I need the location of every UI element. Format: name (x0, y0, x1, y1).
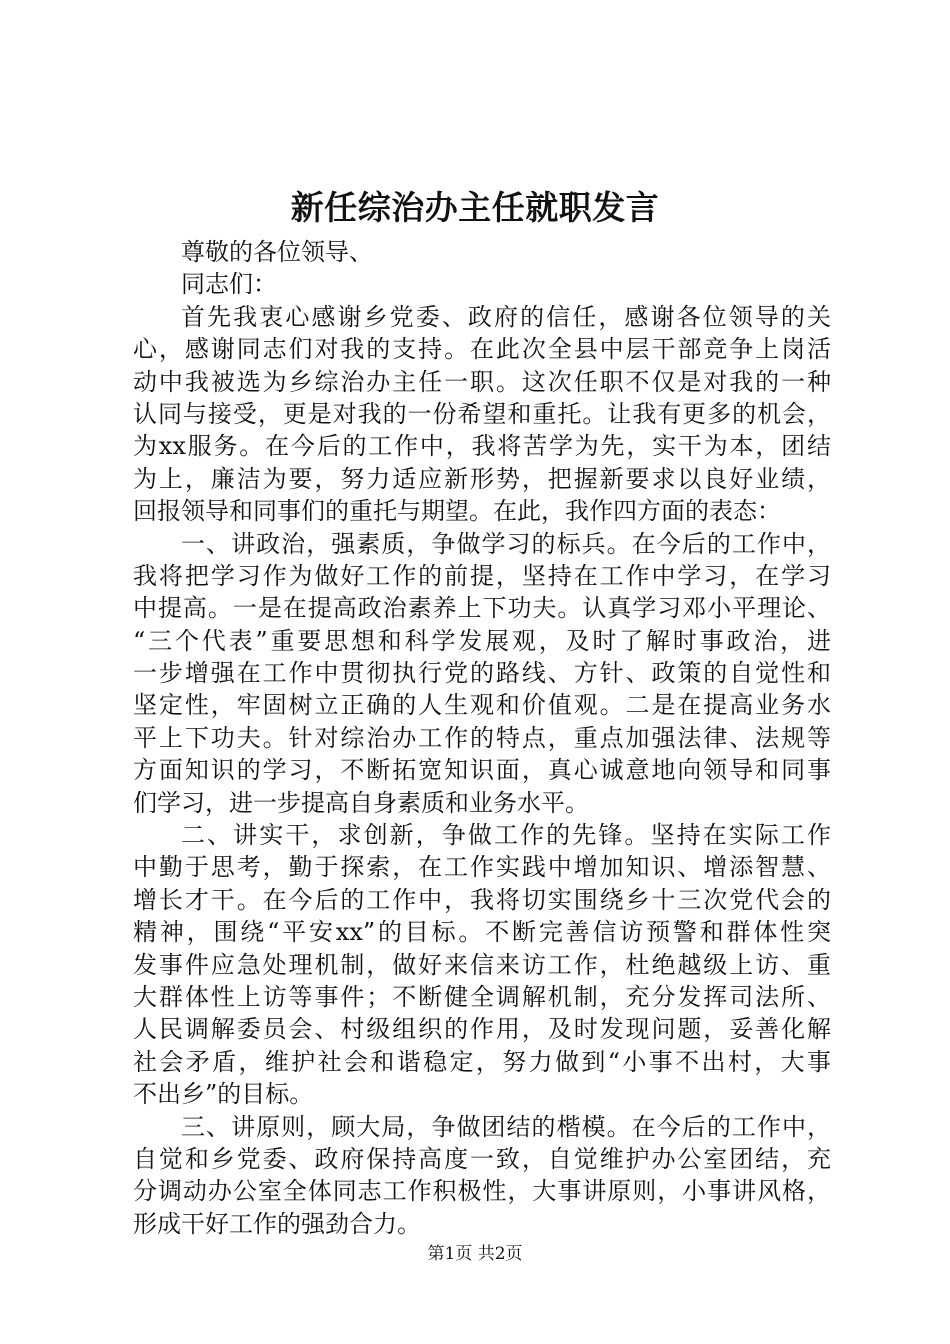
page-footer: 第1页 共2页 (427, 1244, 523, 1264)
text-line: 自觉和乡党委、政府保持高度一致，自觉维护办公室团结，充 (133, 1144, 831, 1173)
text-line: 为上，廉洁为要，努力适应新形势，把握新要求以良好业绩， (133, 464, 831, 493)
text-line: 一步增强在工作中贯彻执行党的路线、方针、政策的自觉性和 (133, 659, 831, 688)
text-line: 分调动办公室全体同志工作积极性，大事讲原则，小事讲风格， (133, 1177, 831, 1206)
text-line: 三、讲原则，顾大局，争做团结的楷模。在今后的工作中， (181, 1112, 831, 1141)
text-line: 中勤于思考，勤于探索，在工作实践中增加知识、增添智慧、 (133, 853, 831, 882)
text-line: 尊敬的各位领导、 (181, 238, 373, 266)
text-line: 二、讲实干，求创新，争做工作的先锋。坚持在实际工作 (181, 821, 831, 850)
document-body (133, 236, 831, 1240)
text-line: 中提高。一是在提高政治素养上下功夫。认真学习邓小平理论、 (133, 594, 831, 623)
text-line: 方面知识的学习，不断拓宽知识面，真心诚意地向领导和同事 (133, 756, 831, 785)
text-line: 人民调解委员会、村级组织的作用，及时发现问题，妥善化解 (133, 1015, 831, 1044)
text-line: 同志们： (181, 270, 277, 299)
text-line: 大群体性上访等事件；不断健全调解机制，充分发挥司法所、 (133, 982, 831, 1011)
text-line: 首先我衷心感谢乡党委、政府的信任，感谢各位领导的关 (181, 302, 831, 331)
text-line: 为xx服务。在今后的工作中，我将苦学为先，实干为本，团结 (133, 432, 831, 461)
text-line: 回报领导和同事们的重托与期望。在此，我作四方面的表态： (133, 497, 781, 526)
text-line: 坚定性，牢固树立正确的人生观和价值观。二是在提高业务水 (133, 691, 831, 720)
text-line: 心，感谢同志们对我的支持。在此次全县中层干部竞争上岗活 (133, 335, 831, 364)
text-line: 社会矛盾，维护社会和谐稳定，努力做到“小事不出村，大事 (133, 1047, 831, 1076)
document-title: 新任综治办主任就职发言 (290, 188, 660, 227)
text-line: “三个代表”重要思想和科学发展观，及时了解时事政治，进 (133, 626, 831, 655)
text-line: 增长才干。在今后的工作中，我将切实围绕乡十三次党代会的 (133, 885, 831, 914)
text-line: 不出乡”的目标。 (133, 1080, 314, 1109)
text-line: 认同与接受，更是对我的一份希望和重托。让我有更多的机会， (133, 399, 831, 428)
text-line: 动中我被选为乡综治办主任一职。这次任职不仅是对我的一种 (133, 367, 831, 396)
text-line: 我将把学习作为做好工作的前提，坚持在工作中学习，在学习 (133, 561, 831, 590)
text-line: 一、讲政治，强素质，争做学习的标兵。在今后的工作中， (181, 529, 831, 558)
text-line: 发事件应急处理机制，做好来信来访工作，杜绝越级上访、重 (133, 950, 831, 979)
text-line: 精神，围绕“平安xx”的目标。不断完善信访预警和群体性突 (133, 918, 831, 947)
text-line: 形成干好工作的强劲合力。 (133, 1209, 421, 1238)
text-line: 们学习，进一步提高自身素质和业务水平。 (133, 788, 589, 817)
text-line: 平上下功夫。针对综治办工作的特点，重点加强法律、法规等 (133, 723, 831, 752)
